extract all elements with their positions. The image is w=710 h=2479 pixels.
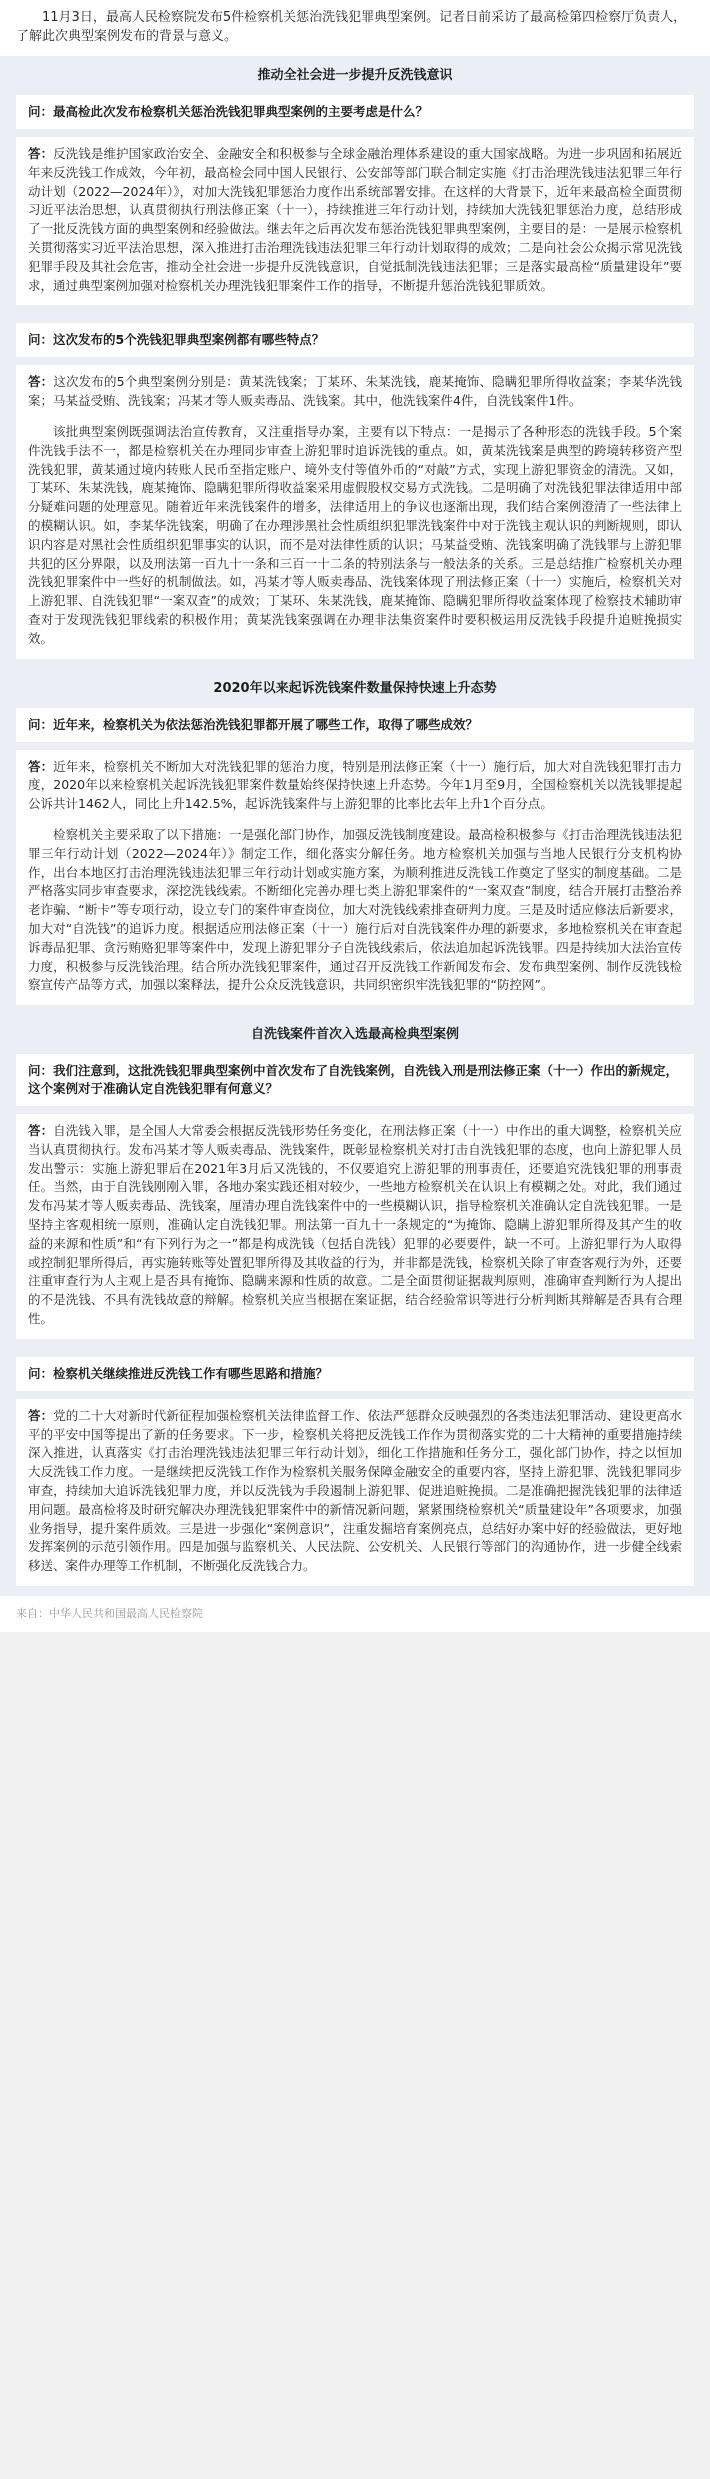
answer-text: 党的二十大对新时代新征程加强检察机关法律监督工作、依法严惩群众反映强烈的各类违法犯罪活动、建设更高水平的平安中国等提出了新的任务要求。下一步，检察机关将把反洗钱工作作为贯彻落实党的二十大精神的重要措施持续深入推进，认真落实《打击治理洗钱违法犯罪三年行动计划》，细化工作措施和任务分工，强化部门协作，持之以恒加大反洗钱工作力度。一是继续把反洗钱工作作为检察机关服务保障金融安全的重要内容，坚持上游犯罪、洗钱犯罪同步审查，持续加大追诉洗钱犯罪力度，并以反洗钱为手段遏制上游犯罪、促进追赃挽损。二是准确把握洗钱犯罪的法律适用问题。最高检将及时研究解决办理洗钱犯罪案件中的新情况新问题，紧紧围绕检察机关“质量建设年”各项要求，加强业务指导，提升案件质效。三是进一步强化“案例意识”，注重发掘培育案例亮点，总结好办案中好的经验做法，更好地发挥案例的示范引领作用。四是加强与监察机关、人民法院、公安机关、人民银行等部门的沟通协作，进一步健全线索移送、案件办理等工作机制，不断强化反洗钱合力。 [28,1407,682,1574]
section-heading-3: 2020年以来起诉洗钱案件数量保持快速上升态势 [213,680,497,696]
section-5 [0,1349,710,1596]
answer-text: 检察机关主要采取了以下措施：一是强化部门协作，加强反洗钱制度建设。最高检积极参与《打击治理洗钱违法犯罪三年行动计划（2022—2024年）》制定工作，细化落实分解任务。地方检察机关加强与当地人民银行分支机构协作，出台本地区打击治理洗钱违法犯罪三年行动计划或实施方案，为顺利推进反洗钱工作奠定了坚实的制度基础。二是严格落实同步审查要求，深挖洗钱线索。不断细化完善办理七类上游犯罪案件的“一案双查”制度，结合开展打击整治养老诈骗、“断卡”等专项行动，设立专门的案件审查岗位，加大对洗钱线索排查研判力度。三是及时适应修法后新要求，加大对“自洗钱”的追诉力度。根据适应刑法修正案（十一）施行后对自洗钱案件办理的新要求，多地检察机关在审查起诉毒品犯罪、贪污贿赂犯罪等案件中，发现上游犯罪分子自洗钱线索后，依法追加起诉洗钱罪。四是持续加大法治宣传力度，积极参与反洗钱治理。结合所办洗钱犯罪案件，通过召开反洗钱工作新闻发布会、发布典型案例、制作反洗钱检察宣传产品等方式，加强以案释法，提升公众反洗钱意识，共同织密织牢洗钱犯罪的“防控网”。 [28,826,682,993]
answer-text: 自洗钱入罪，是全国人大常委会根据反洗钱形势任务变化，在刑法修正案（十一）中作出的重大调整，检察机关应当认真贯彻执行。发布冯某才等人贩卖毒品、洗钱案件，既彰显检察机关对打击自洗钱犯罪的态度，也向上游犯罪人员发出警示：实施上游犯罪后在2021年3月后又洗钱的，不仅要追究上游犯罪的刑事责任，还要追究洗钱犯罪的刑事责任。当然，由于自洗钱刚刚入罪，各地办案实践还相对较少，一些地方检察机关在认识上有模糊之处。对此，我们通过发布冯某才等人贩卖毒品、洗钱案，厘清办理自洗钱案件中的一些模糊认识，指导检察机关准确认定自洗钱犯罪。一是坚持主客观相统一原则，准确认定自洗钱犯罪。刑法第一百九十一条规定的“为掩饰、隐瞒上游犯罪所得及其产生的收益的来源和性质”和“有下列行为之一”都是构成洗钱（包括自洗钱）犯罪的必要要件，缺一不可。上游犯罪行为人取得或控制犯罪所得后，再实施转账等处置犯罪所得及其收益的行为，并非都是洗钱，检察机关除了审查客观行为外，还要注重审查行为人主观上是否具有掩饰、隐瞒来源和性质的故意。二是全面贯彻证据裁判原则，准确审查判断行为人提出的不是洗钱、不具有洗钱故意的辩解。检察机关应当根据在案证据，结合经验常识等进行分析判断其辩解是否具有合理性。 [28,1123,682,1327]
answer-lead: 答： [28,374,54,390]
section-4 [0,1015,710,1349]
answer-1 [16,137,694,305]
answer-paragraph [28,145,682,295]
question-text-5: 问：检察机关继续推进反洗钱工作有哪些思路和措施？ [28,1365,329,1381]
section-1 [0,56,710,315]
answer-4 [16,1114,694,1339]
source-footer: 来自：中华人民共和国最高人民检察院 [0,1596,710,1632]
answer-paragraph [28,1407,682,1576]
question-1 [16,95,694,129]
answer-5 [16,1399,694,1586]
question-5 [16,1357,694,1391]
answer-paragraph [28,758,682,814]
question-3 [16,708,694,742]
question-text-1: 问：最高检此次发布检察机关惩治洗钱犯罪典型案例的主要考虑是什么？ [28,104,429,119]
answer-text: 反洗钱是维护国家政治安全、金融安全和积极参与全球金融治理体系建设的重大国家战略。为进一步巩固和拓展近年来反洗钱工作成效，今年初，最高检会同中国人民银行、公安部等部门联合制定实施《打击治理洗钱违法犯罪三年行动计划（2022—2024年）》，对加大洗钱犯罪惩治力度作出系统部署安排。在这样的大背景下，近年来最高检全面贯彻习近平法治思想，认真贯彻执行刑法修正案（十一），持续推进三年行动计划，持续加大洗钱犯罪惩治力度，总结形成了一批反洗钱方面的典型案例和经验做法。继去年之后再次发布惩治洗钱犯罪典型案例，主要目的是：一是展示检察机关贯彻落实习近平法治思想，深入推进打击治理洗钱违法犯罪三年行动计划取得的成效；二是向社会公众揭示常见洗钱犯罪手段及其社会危害，推动全社会进一步提升反洗钱意识，自觉抵制洗钱违法犯罪；三是落实最高检“质量建设年”要求，通过典型案例加强对检察机关办理洗钱犯罪案件工作的指导，不断提升惩治洗钱犯罪质效。 [28,146,682,293]
question-4 [16,1054,694,1106]
question-text-2: 问：这次发布的5个洗钱犯罪典型案例都有哪些特点？ [28,332,325,348]
answer-3 [16,750,694,1006]
section-2 [0,315,710,668]
question-text-3: 问：近年来，检察机关为依法惩治洗钱犯罪都开展了哪些工作，取得了哪些成效？ [28,716,479,732]
answer-paragraph [28,423,682,649]
answer-lead: 答： [28,758,54,774]
section-heading-4: 自洗钱案件首次入选最高检典型案例 [250,1027,459,1043]
answer-paragraph [28,826,682,995]
answer-paragraph [28,373,682,411]
answer-2 [16,365,694,658]
section-3 [0,669,710,1016]
intro-paragraph: 11月3日，最高人民检察院发布5件检察机关惩治洗钱犯罪典型案例。记者日前采访了最高检第四检察厅负责人，了解此次典型案例发布的背景与意义。 [0,0,710,56]
answer-lead: 答： [28,1407,54,1423]
section-heading-1: 推动全社会进一步提升反洗钱意识 [257,68,453,83]
answer-text: 近年来，检察机关不断加大对洗钱犯罪的惩治力度，特别是刑法修正案（十一）施行后，加大对自洗钱犯罪打击力度，2020年以来检察机关起诉洗钱犯罪案件数量始终保持快速上升态势。今年1月至9月，全国检察机关以洗钱罪提起公诉共计1462人，同比上升142.5%，起诉洗钱案件与上游犯罪的比率比去年上升1个百分点。 [28,758,682,812]
answer-text: 该批典型案例既强调法治宣传教育，又注重指导办案，主要有以下特点：一是揭示了各种形态的洗钱手段。5个案件洗钱手法不一，都是检察机关在办理同步审查上游犯罪时追诉洗钱的重点。如，黄某洗钱案是典型的跨境转移资产型洗钱犯罪，黄某通过境内转账人民币至指定账户、境外支付等值外币的“对敲”方式，实现上游犯罪资金的清洗。又如，丁某环、朱某洗钱，鹿某掩饰、隐瞒犯罪所得收益案采用虚假股权交易方式洗钱。二是明确了对洗钱犯罪法律适用中部分疑难问题的处理意见。随着近年来洗钱案件的增多，法律适用上的争议也逐渐出现，我们结合案例澄清了一些法律上的模糊认识。如，李某华洗钱案，明确了在办理涉黑社会性质组织犯罪洗钱案件中对于洗钱主观认识的判断规则，即认识内容是对黑社会性质组织犯罪事实的认识，而不是对法律性质的认识；马某益受贿、洗钱案明确了洗钱罪与上游犯罪共犯的区分界限，以及刑法第一百九十一条和三百一十二条的特别法条与一般法条的关系。三是总结推广检察机关办理洗钱犯罪案件中一些好的机制做法。如，冯某才等人贩卖毒品、洗钱案体现了刑法修正案（十一）实施后，检察机关对上游犯罪、自洗钱犯罪“一案双查”的成效；丁某环、朱某洗钱，鹿某掩饰、隐瞒犯罪所得收益案体现了检察技术辅助审查对于发现洗钱犯罪线索的积极作用；黄某洗钱案强调在办理非法集资案件时要积极运用反洗钱手段提升追赃挽损实效。 [28,423,682,646]
answer-lead: 答： [28,146,54,161]
answer-lead: 答： [28,1123,54,1139]
answer-paragraph [28,1122,682,1329]
answer-text: 这次发布的5个典型案例分别是：黄某洗钱案；丁某环、朱某洗钱，鹿某掩饰、隐瞒犯罪所得收益案；李某华洗钱案；马某益受贿、洗钱案；冯某才等人贩卖毒品、洗钱案。其中，他洗钱案件4件，自洗钱案件1件。 [28,374,682,409]
question-text-4: 问：我们注意到，这批洗钱犯罪典型案例中首次发布了自洗钱案例，自洗钱入刑是刑法修正案（十一）作出的新规定，这个案例对于准确认定自洗钱犯罪有何意义？ [28,1063,679,1097]
question-2 [16,323,694,357]
